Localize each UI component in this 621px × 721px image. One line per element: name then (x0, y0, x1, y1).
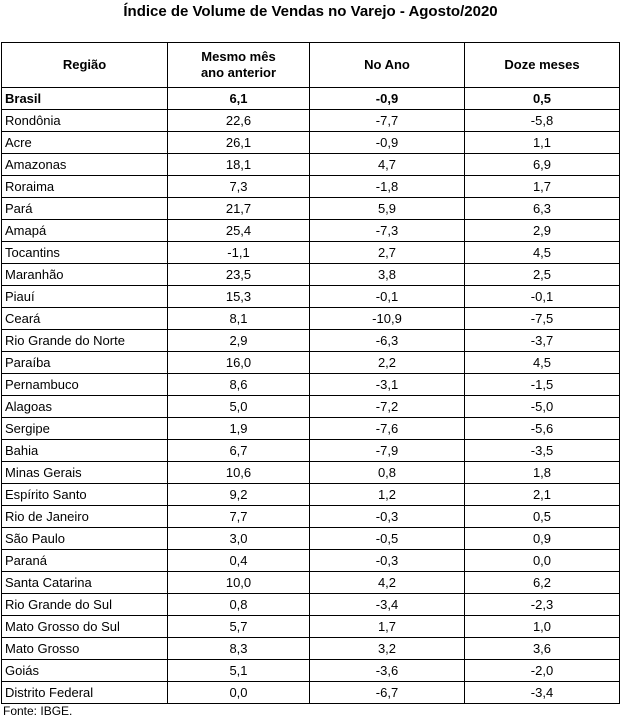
year-cell: -10,9 (310, 308, 465, 330)
year-cell: 5,9 (310, 198, 465, 220)
same-month-cell: 6,1 (168, 88, 310, 110)
twelve-months-cell: 6,9 (465, 154, 620, 176)
year-cell: 1,7 (310, 616, 465, 638)
twelve-months-cell: -2,0 (465, 660, 620, 682)
same-month-cell: 5,0 (168, 396, 310, 418)
table-row (2, 198, 620, 220)
table-row (2, 154, 620, 176)
region-cell: Amazonas (2, 154, 168, 176)
same-month-cell: 8,6 (168, 374, 310, 396)
region-cell: Goiás (2, 660, 168, 682)
same-month-cell: -1,1 (168, 242, 310, 264)
same-month-cell: 7,7 (168, 506, 310, 528)
header-same-month-line1: Mesmo mês (201, 49, 276, 64)
same-month-cell: 3,0 (168, 528, 310, 550)
year-cell: -3,6 (310, 660, 465, 682)
year-cell: -1,8 (310, 176, 465, 198)
same-month-cell: 2,9 (168, 330, 310, 352)
same-month-cell: 25,4 (168, 220, 310, 242)
region-cell: Brasil (2, 88, 168, 110)
region-cell: Rio Grande do Sul (2, 594, 168, 616)
table-row (2, 110, 620, 132)
region-cell: Distrito Federal (2, 682, 168, 704)
same-month-cell: 0,4 (168, 550, 310, 572)
region-cell: Piauí (2, 286, 168, 308)
table-row (2, 682, 620, 704)
table-row (2, 264, 620, 286)
twelve-months-cell: 4,5 (465, 242, 620, 264)
twelve-months-cell: 6,3 (465, 198, 620, 220)
region-cell: Santa Catarina (2, 572, 168, 594)
same-month-cell: 5,7 (168, 616, 310, 638)
year-cell: -7,9 (310, 440, 465, 462)
table-row (2, 176, 620, 198)
twelve-months-cell: 1,7 (465, 176, 620, 198)
year-cell: -7,6 (310, 418, 465, 440)
table-row (2, 352, 620, 374)
year-cell: -7,3 (310, 220, 465, 242)
same-month-cell: 10,6 (168, 462, 310, 484)
region-cell: Pará (2, 198, 168, 220)
region-cell: Rondônia (2, 110, 168, 132)
same-month-cell: 22,6 (168, 110, 310, 132)
region-cell: Pernambuco (2, 374, 168, 396)
table-row (2, 638, 620, 660)
region-cell: Maranhão (2, 264, 168, 286)
table-row (2, 484, 620, 506)
same-month-cell: 0,0 (168, 682, 310, 704)
same-month-cell: 26,1 (168, 132, 310, 154)
table-row (2, 286, 620, 308)
same-month-cell: 1,9 (168, 418, 310, 440)
table-row (2, 396, 620, 418)
same-month-cell: 15,3 (168, 286, 310, 308)
region-cell: Paraíba (2, 352, 168, 374)
region-cell: Paraná (2, 550, 168, 572)
same-month-cell: 8,3 (168, 638, 310, 660)
region-cell: Bahia (2, 440, 168, 462)
year-cell: 2,2 (310, 352, 465, 374)
twelve-months-cell: -3,7 (465, 330, 620, 352)
year-cell: 0,8 (310, 462, 465, 484)
twelve-months-cell: 0,9 (465, 528, 620, 550)
table-row (2, 506, 620, 528)
twelve-months-cell: 0,5 (465, 506, 620, 528)
year-cell: -3,4 (310, 594, 465, 616)
twelve-months-cell: 6,2 (465, 572, 620, 594)
year-cell: 1,2 (310, 484, 465, 506)
twelve-months-cell: 0,0 (465, 550, 620, 572)
year-cell: 4,2 (310, 572, 465, 594)
table-row (2, 616, 620, 638)
table-row (2, 220, 620, 242)
year-cell: -0,3 (310, 506, 465, 528)
twelve-months-cell: -5,8 (465, 110, 620, 132)
table-row (2, 660, 620, 682)
header-same-month (168, 43, 310, 88)
year-cell: 3,8 (310, 264, 465, 286)
table-title: Índice de Volume de Vendas no Varejo - Agosto/2020 (123, 3, 498, 20)
year-cell: -0,3 (310, 550, 465, 572)
table-row (2, 528, 620, 550)
year-cell: -7,2 (310, 396, 465, 418)
year-cell: -0,9 (310, 88, 465, 110)
twelve-months-cell: -0,1 (465, 286, 620, 308)
header-year: No Ano (310, 43, 465, 88)
year-cell: -0,1 (310, 286, 465, 308)
twelve-months-cell: 1,1 (465, 132, 620, 154)
table-row (2, 132, 620, 154)
twelve-months-cell: 1,8 (465, 462, 620, 484)
table-row (2, 330, 620, 352)
header-twelve-months: Doze meses (465, 43, 620, 88)
table-row (2, 594, 620, 616)
region-cell: Ceará (2, 308, 168, 330)
same-month-cell: 16,0 (168, 352, 310, 374)
year-cell: -6,7 (310, 682, 465, 704)
same-month-cell: 21,7 (168, 198, 310, 220)
table-row (2, 374, 620, 396)
table-row-total (2, 88, 620, 110)
region-cell: Rio Grande do Norte (2, 330, 168, 352)
header-same-month-line2: ano anterior (200, 65, 277, 80)
same-month-cell: 23,5 (168, 264, 310, 286)
region-cell: Minas Gerais (2, 462, 168, 484)
year-cell: 2,7 (310, 242, 465, 264)
same-month-cell: 18,1 (168, 154, 310, 176)
twelve-months-cell: 3,6 (465, 638, 620, 660)
table-row (2, 418, 620, 440)
region-cell: Sergipe (2, 418, 168, 440)
table-row (2, 440, 620, 462)
same-month-cell: 6,7 (168, 440, 310, 462)
twelve-months-cell: -1,5 (465, 374, 620, 396)
year-cell: -0,5 (310, 528, 465, 550)
twelve-months-cell: 4,5 (465, 352, 620, 374)
year-cell: 3,2 (310, 638, 465, 660)
twelve-months-cell: -2,3 (465, 594, 620, 616)
same-month-cell: 9,2 (168, 484, 310, 506)
region-cell: Mato Grosso (2, 638, 168, 660)
region-cell: Rio de Janeiro (2, 506, 168, 528)
twelve-months-cell: -7,5 (465, 308, 620, 330)
sales-volume-table (1, 42, 620, 704)
twelve-months-cell: 2,9 (465, 220, 620, 242)
year-cell: 4,7 (310, 154, 465, 176)
twelve-months-cell: -3,5 (465, 440, 620, 462)
year-cell: -3,1 (310, 374, 465, 396)
source-note: Fonte: IBGE. (3, 704, 73, 718)
year-cell: -6,3 (310, 330, 465, 352)
region-cell: Alagoas (2, 396, 168, 418)
region-cell: Espírito Santo (2, 484, 168, 506)
same-month-cell: 8,1 (168, 308, 310, 330)
table-row (2, 308, 620, 330)
region-cell: Tocantins (2, 242, 168, 264)
twelve-months-cell: -3,4 (465, 682, 620, 704)
region-cell: Roraima (2, 176, 168, 198)
same-month-cell: 0,8 (168, 594, 310, 616)
year-cell: -7,7 (310, 110, 465, 132)
twelve-months-cell: -5,6 (465, 418, 620, 440)
table-row (2, 462, 620, 484)
region-cell: Mato Grosso do Sul (2, 616, 168, 638)
same-month-cell: 7,3 (168, 176, 310, 198)
same-month-cell: 5,1 (168, 660, 310, 682)
table-body (2, 88, 620, 704)
twelve-months-cell: -5,0 (465, 396, 620, 418)
twelve-months-cell: 1,0 (465, 616, 620, 638)
region-cell: São Paulo (2, 528, 168, 550)
table-row (2, 550, 620, 572)
same-month-cell: 10,0 (168, 572, 310, 594)
region-cell: Acre (2, 132, 168, 154)
region-cell: Amapá (2, 220, 168, 242)
table-row (2, 242, 620, 264)
table-row (2, 572, 620, 594)
twelve-months-cell: 2,1 (465, 484, 620, 506)
header-row (2, 43, 620, 88)
year-cell: -0,9 (310, 132, 465, 154)
twelve-months-cell: 2,5 (465, 264, 620, 286)
twelve-months-cell: 0,5 (465, 88, 620, 110)
header-region: Região (2, 43, 168, 88)
